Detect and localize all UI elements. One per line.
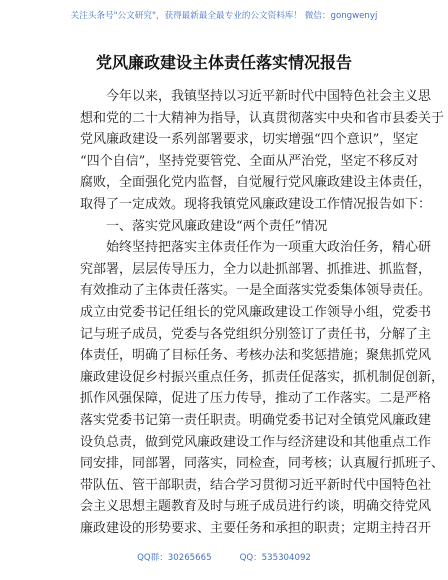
paragraph-line: 党风廉政建设一系列部署要求，切实增强“四个意识”，坚定 (80, 132, 419, 148)
paragraph-line: 廉政建设促乡村振兴重点任务，抓责任促落实，抓机制促创新， (80, 369, 445, 385)
paragraph-line: 腐败，全面强化党内监督，自觉履行党风廉政建设主体责任， (80, 175, 432, 191)
paragraph-line: “四个自信”，坚持党要管党、全面从严治党，坚定不移反对 (80, 153, 419, 169)
paragraph-line: 带队伍、管干部职责，结合学习贯彻习近平新时代中国特色社 (80, 477, 432, 493)
document-body (80, 86, 445, 539)
paragraph-line: 成立由党委书记任组长的党风廉政建设工作领导小组，党委书 (80, 304, 432, 320)
paragraph-line: 究部署，层层传导压力，全力以赴抓部署、抓推进、抓监督， (80, 261, 432, 277)
paragraph-line: 同安排，同部署，同落实，同检查，同考核；认真履行抓班子、 (80, 456, 445, 472)
paragraph-line: 落实党委书记第一责任职责。明确党委书记对全镇党风廉政建 (80, 412, 432, 428)
document-title: 党风廉政建设主体责任落实情况报告 (95, 53, 352, 72)
paragraph-line: 取得了一定成效。现将我镇党风廉政建设工作情况报告如下： (80, 196, 432, 212)
paragraph-line: 廉政建设的形势要求、主要任务和承担的职责；定期主持召开 (80, 520, 432, 536)
top-banner: 关注头条号"公文研究"，获得最新最全最专业的公文资料库！ 微信：gongwenyj (70, 11, 378, 21)
paragraph-line: 记与班子成员，党委与各党组织分别签订了责任书，分解了主 (80, 326, 432, 342)
paragraph-line: 设负总责，做到党风廉政建设工作与经济建设和其他重点工作 (80, 434, 432, 450)
footer-contact (0, 551, 448, 563)
section-heading: 一、落实党风廉政建设“两个责任”情况 (106, 218, 328, 234)
paragraph-line: 今年以来，我镇坚持以习近平新时代中国特色社会主义思 (106, 89, 432, 104)
paragraph-line: 想和党的二十大精神为指导，认真贯彻落实中央和省市县委关于 (80, 110, 445, 126)
qq-group-text: QQ群：30265665 (137, 553, 212, 563)
paragraph-line: 体责任，明确了目标任务、考核办法和奖惩措施；聚焦抓党风 (80, 348, 432, 364)
paragraph-line: 会主义思想主题教育及时与班子成员进行约谈，明确交待党风 (80, 499, 432, 515)
paragraph-line: 始终坚持把落实主体责任作为一项重大政治任务，精心研 (106, 240, 432, 256)
paragraph-line: 有效推动了主体责任落实。一是全面落实党委集体领导责任。 (80, 283, 432, 299)
qq-text: QQ：535304092 (239, 553, 311, 563)
paragraph-line: 抓作风强保障，促进了压力传导，推动了工作落实。二是严格 (80, 391, 432, 407)
